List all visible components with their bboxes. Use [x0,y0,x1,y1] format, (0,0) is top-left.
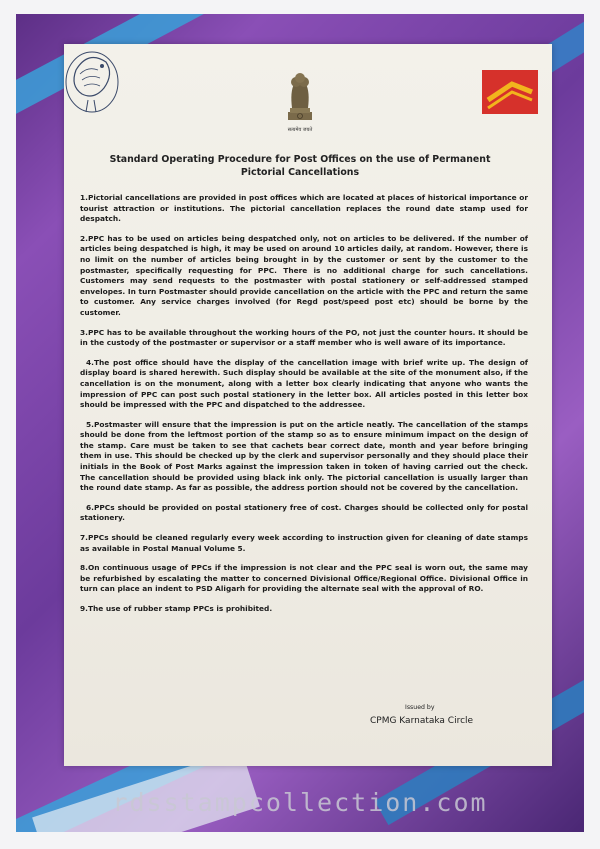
issued-by-label: Issued by [405,704,435,711]
site-watermark: rdsstampcollection.com [112,788,488,817]
sop-paragraph-5: 5.Postmaster will ensure that the impression is put on the article neatly. The cancellation of the stamps should be done from the leftmost portion of the stamp so as to ensure minimum impact on the design of the stamp. Care must be taken to see that cachets bear correct date, month and year before bringing them in use. This should be checked up by the clerk and supervisor personally and they should place their initials in the Book of Post Marks against the impression taken in token of having carried out the check. The cancellation should be provided using black ink only. The pictorial cancellation is usually larger than the round date stamp. As far as possible, the address portion should not be covered by the cancellation. [80,419,528,493]
national-emblem [272,68,328,140]
sop-paragraph-3: 3.PPC has to be available throughout the working hours of the PO, not just the counter hours. It should be in the custody of the postmaster or supervisor or a staff member who is well aware of its importance. [80,327,528,348]
sop-paragraph-7: 7.PPCs should be cleaned regularly every week according to instruction given for cleaning of date stamps as available in Postal Manual Volume 5. [80,533,528,553]
sop-paragraph-8: 8.On continuous usage of PPCs if the impression is not clear and the PPC seal is worn out, the same may be refurbished by escalating the matter to concerned Divisional Office/Regional Office. Divisional Office in turn can place an indent to PSD Aligarh for providing the alternate seal with the approval of RO. [80,563,528,594]
india-post-logo [482,70,538,114]
sop-paragraph-1: 1.Pictorial cancellations are provided in post offices which are located at places of historical importance or tourist attraction or institutions. The pictorial cancellation replaces the round date stamp used for despatch. [80,193,528,224]
emblem-caption: सत्यमेव जयते [287,127,313,133]
issuer-name: CPMG Karnataka Circle [370,716,474,726]
sop-paragraph-4: 4.The post office should have the display of the cancellation image with brief write up. The design of display board is shared herewith. Such display should be available at the site of the monument also, if the cancellation is on the monument, along with a letter box clearly indicating that anyone who wants the impression of PPC can post such postal stationery in the letter box. All articles posted in this letter box should be impressed with the PPC and dispatched to the addressee. [80,357,528,410]
sop-paragraph-2: 2.PPC has to be used on articles being despatched only, not on articles to be delivered. If the number of articles being despatched is high, it may be used on around 10 articles daily, at random. However, there is no limit on the number of articles being brought in by the customer or sent by the customer to the postmaster, specifically requesting for PPC. There is no additional charge for such cancellations. Customers may send requests to the postmaster with postal stationery or self-addressed stamped envelopes. In turn Postmaster should provide cancellation on the article with the PPC and return the same to customer. Any service charges involved (for Regd post/speed post etc) should be borne by the customer. [80,233,528,317]
document-title: Standard Operating Procedure for Post Offices on the use of Permanent Pictorial Cancellations [109,154,491,178]
sop-paragraph-6: 6.PPCs should be provided on postal stationery free of cost. Charges should be collected only for postal stationery. [80,502,528,523]
sop-paragraph-9: 9.The use of rubber stamp PPCs is prohibited. [80,604,273,613]
pictorial-cancellation-logo [58,40,128,120]
sop-body [80,193,528,624]
